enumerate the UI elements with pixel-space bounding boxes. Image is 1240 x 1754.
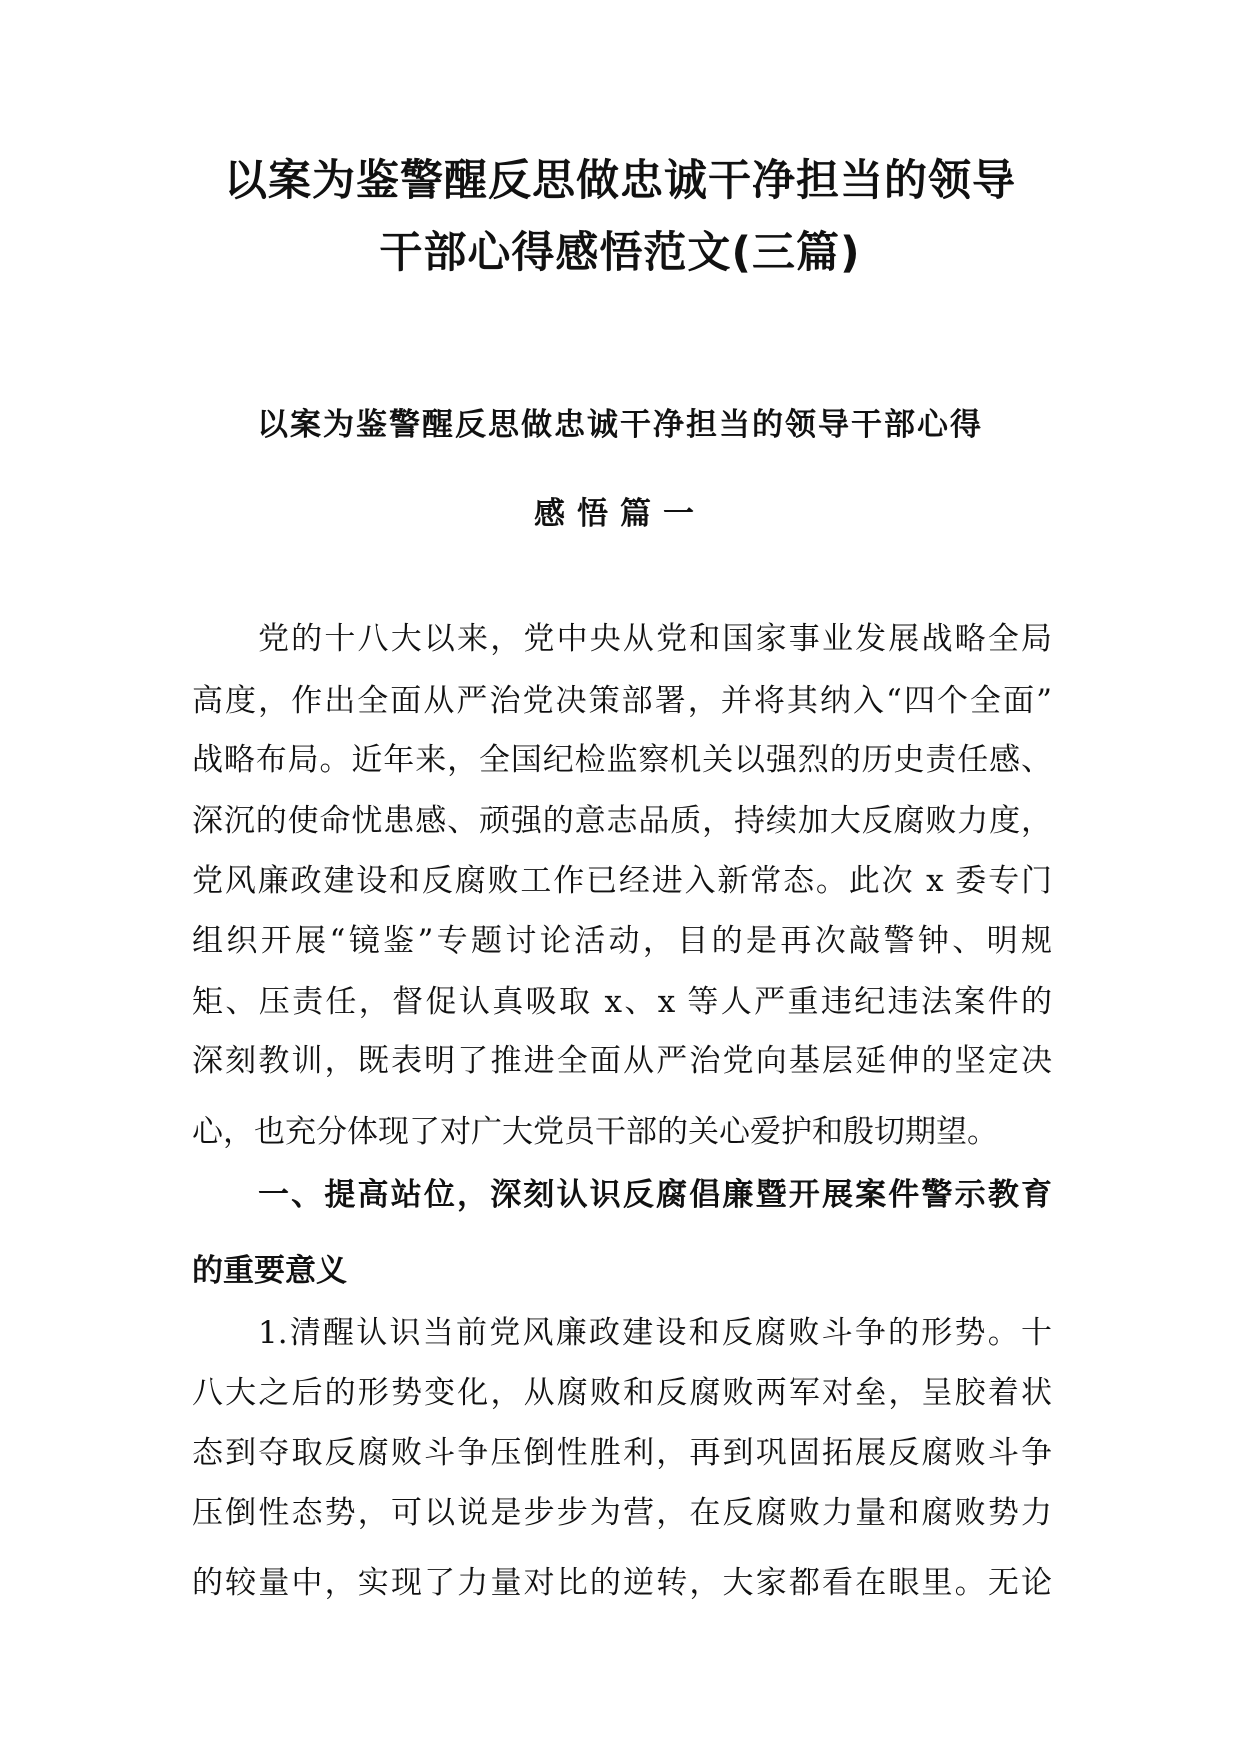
paragraph-line: 高度，作出全面从严治党决策部署，并将其纳入“四个全面” <box>192 683 1052 719</box>
paragraph-line: 态到夺取反腐败斗争压倒性胜利，再到巩固拓展反腐败斗争 <box>192 1435 1052 1471</box>
paragraph-line: 矩、压责任，督促认真吸取 x、x 等人严重违纪违法案件的 <box>192 984 1052 1020</box>
paragraph-line: 党风廉政建设和反腐败工作已经进入新常态。此次 x 委专门 <box>192 863 1052 899</box>
paragraph-line: 深刻教训，既表明了推进全面从严治党向基层延伸的坚定决 <box>192 1043 1052 1079</box>
section-title-line-1: 以案为鉴警醒反思做忠诚干净担当的领导干部心得 <box>257 407 983 443</box>
paragraph-line: 压倒性态势，可以说是步步为营，在反腐败力量和腐败势力 <box>192 1495 1052 1531</box>
section-heading-line-1: 一、提高站位，深刻认识反腐倡廉暨开展案件警示教育 <box>258 1177 1052 1213</box>
paragraph-line: 战略布局。近年来，全国纪检监察机关以强烈的历史责任感、 <box>192 742 1052 778</box>
section-heading-line-2: 的重要意义 <box>192 1253 347 1289</box>
paragraph-line: 的较量中，实现了力量对比的逆转，大家都看在眼里。无论 <box>192 1565 1052 1601</box>
paragraph-line: 党的十八大以来，党中央从党和国家事业发展战略全局 <box>258 621 1052 657</box>
paragraph-line: 深沉的使命忧患感、顽强的意志品质，持续加大反腐败力度， <box>192 803 1052 839</box>
paragraph-line: 组织开展“镜鉴”专题讨论活动，目的是再次敲警钟、明规 <box>192 923 1052 959</box>
document-title-line-2: 干部心得感悟范文(三篇) <box>379 228 861 278</box>
paragraph-line: 心，也充分体现了对广大党员干部的关心爱护和殷切期望。 <box>192 1114 998 1150</box>
paragraph-line: 八大之后的形势变化，从腐败和反腐败两军对垒，呈胶着状 <box>192 1375 1052 1411</box>
paragraph-line: 1.清醒认识当前党风廉政建设和反腐败斗争的形势。十 <box>258 1315 1052 1351</box>
section-title-line-2: 感悟篇一 <box>534 496 706 532</box>
document-title-line-1: 以案为鉴警醒反思做忠诚干净担当的领导 <box>224 156 1016 206</box>
